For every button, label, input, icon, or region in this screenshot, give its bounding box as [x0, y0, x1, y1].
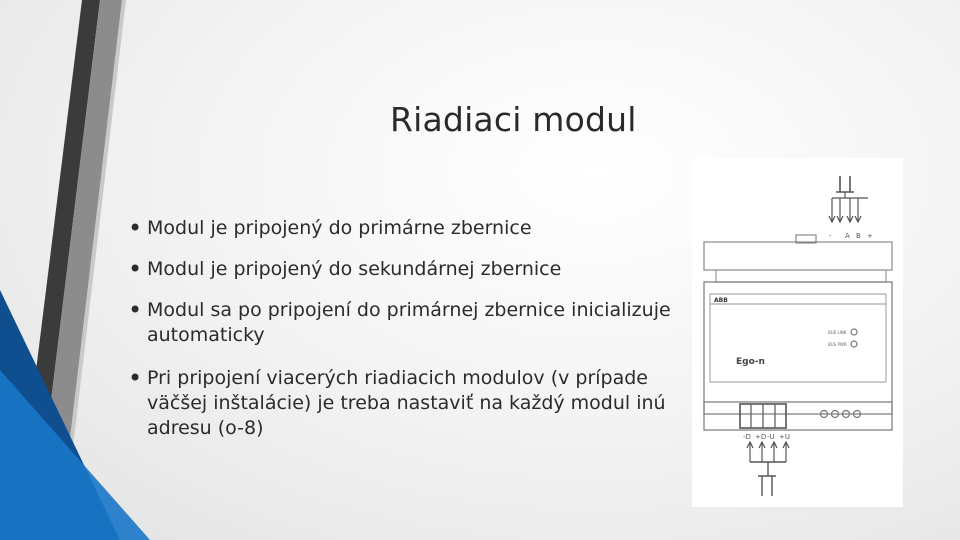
control-module-image	[692, 158, 903, 507]
bus-bottom-label-1: -D	[743, 433, 751, 441]
bus-bottom-label-4: +U	[779, 433, 790, 441]
bullet-text-3: Modul sa po pripojení do primárnej zbernice inicializuje automaticky	[147, 299, 671, 346]
slide-title: Riadiaci modul	[390, 100, 637, 139]
bullet-dot: •	[128, 214, 143, 242]
bus-bottom-label-3: -U	[767, 433, 775, 441]
bus-top-label-b: B	[856, 232, 861, 240]
led-label-pwr: BUS PWR	[828, 342, 847, 347]
bullet-text-2: Modul je pripojený do sekundárnej zbernice	[147, 258, 562, 280]
bullet-dot: •	[128, 364, 143, 392]
brand-abb: ABB	[714, 297, 728, 304]
bullet-text-1: Modul je pripojený do primárne zbernice	[147, 217, 532, 239]
logo-ego-n: Ego-n	[736, 357, 765, 367]
bullet-dot: •	[128, 296, 143, 324]
bullet-item-4	[128, 366, 688, 441]
bullet-text-4: Pri pripojení viacerých riadiacich modulov (v prípade väčšej inštalácie) je treba nastaviť na každý modul inú adresu (o-8)	[147, 367, 666, 439]
bus-top-label-plus: +	[867, 232, 873, 240]
bus-top-label-a: A	[845, 232, 850, 240]
bullet-item-2	[128, 257, 688, 282]
bullet-item-3	[128, 298, 688, 348]
bullet-item-1	[128, 216, 688, 241]
led-label-link: BUS LINK	[828, 330, 847, 335]
bullet-list	[128, 216, 688, 457]
control-module-drawing	[692, 158, 903, 507]
bus-top-label-minus: -	[829, 232, 832, 240]
bus-bottom-label-2: +D	[755, 433, 767, 441]
bullet-dot: •	[128, 255, 143, 283]
